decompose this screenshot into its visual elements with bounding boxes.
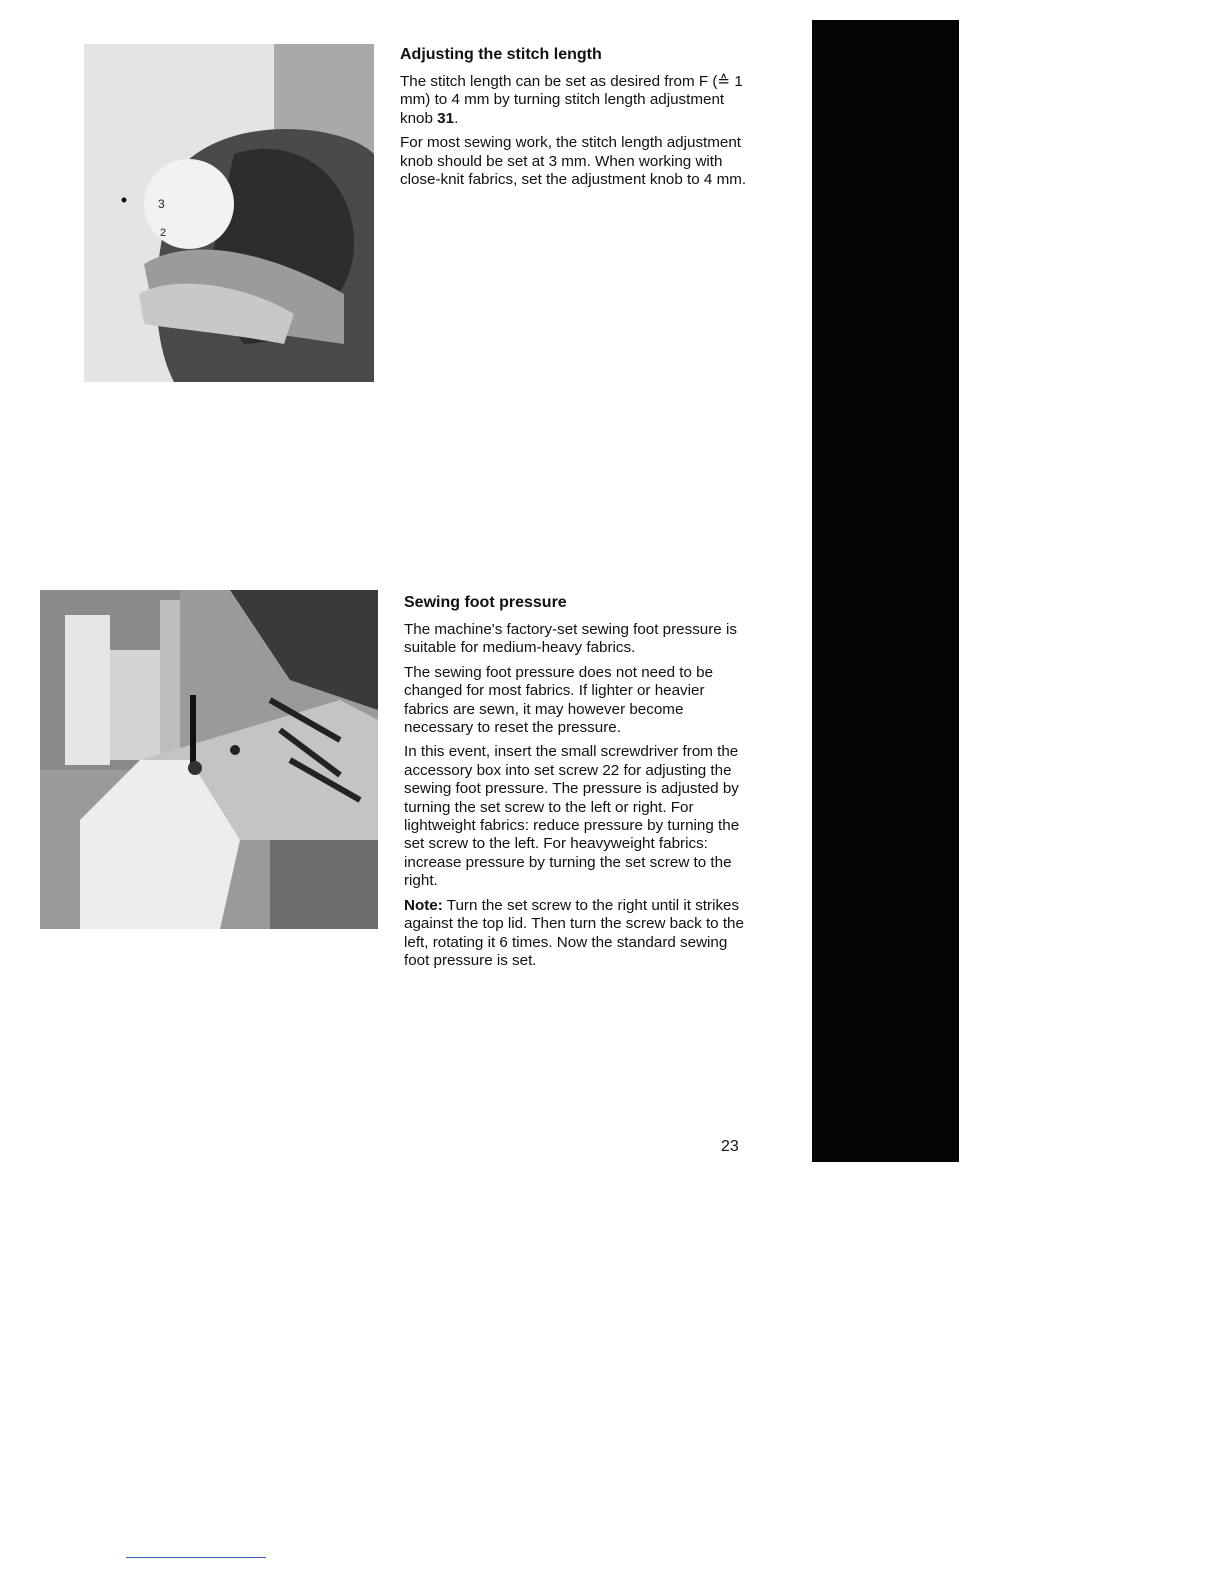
knob-label-2: 2 — [160, 227, 167, 239]
foot-pressure-section — [404, 592, 749, 976]
paragraph: In this event, insert the small screwdriver from the accessory box into set screw 22 for adjusting the sewing foot pressure. The pressure is adjusted by turning the set screw to the left or right. For lightweight fabrics: reduce pressure by turning the set screw to the left. For heavyweight fabrics: increase pressure by turning the set screw to the right. — [404, 743, 740, 890]
footer-rule — [126, 1557, 266, 1558]
note-label: Note: — [404, 896, 443, 914]
foot-pressure-screwdriver-photo — [40, 590, 378, 929]
knob-label-3: 3 — [158, 197, 165, 211]
stitch-length-knob-photo — [84, 44, 374, 382]
page-number: 23 — [721, 1138, 739, 1155]
note-paragraph: Note: Turn the set screw to the right until it strikes against the top lid. Then turn the screw back to the left, rotating it 6 times. Now the standard sewing foot pressure is set. — [404, 896, 744, 969]
paragraph: The stitch length can be set as desired from F (≙ 1 mm) to 4 mm by turning stitch length adjustment knob 31. — [400, 73, 743, 127]
paragraph: The sewing foot pressure does not need to be changed for most fabrics. If lighter or heavier fabrics are sewn, it may however become necessary to reset the pressure. — [404, 663, 714, 737]
paragraph: For most sewing work, the stitch length adjustment knob should be set at 3 mm. When working with close-knit fabrics, set the adjustment knob to 4 mm. — [400, 134, 747, 189]
paragraph: The machine's factory-set sewing foot pressure is suitable for medium-heavy fabrics. — [404, 621, 737, 657]
stitch-length-section — [400, 44, 750, 195]
section-heading: Adjusting the stitch length — [400, 46, 602, 63]
side-tab-bar — [812, 20, 959, 1162]
section-heading: Sewing foot pressure — [404, 594, 567, 611]
